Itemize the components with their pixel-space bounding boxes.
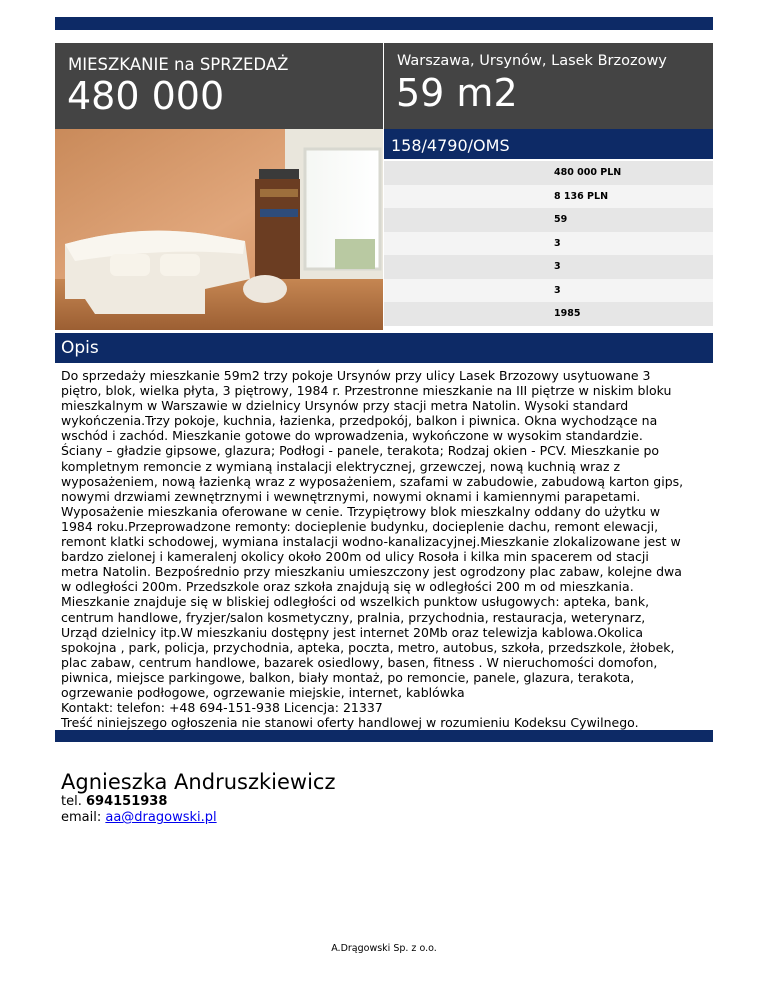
description-title: Opis [61,338,99,358]
detail-row-area [384,208,713,232]
detail-value: 8 136 PLN [554,190,609,202]
offer-price: 480 000 [67,74,225,118]
detail-value: 59 [554,214,568,225]
detail-row [384,279,713,303]
offer-type: MIESZKANIE na SPRZEDAŻ [68,55,289,74]
header-location-panel [384,43,713,129]
detail-row-year [384,302,713,326]
header-offer-panel [55,43,383,129]
detail-value: 3 [554,261,561,272]
footer-company: A.Drągowski Sp. z o.o. [331,943,437,954]
agent-email [61,810,217,825]
details-table [384,161,713,326]
detail-row-price-per-m2 [384,185,713,209]
phone-label: tel. [61,794,82,809]
detail-row-price [384,161,713,185]
offer-location: Warszawa, Ursynów, Lasek Brzozowy [397,53,667,69]
description-header [55,333,713,363]
apartment-photo [55,129,383,330]
phone-number: 694151938 [85,794,168,809]
detail-value: 480 000 PLN [554,167,622,178]
offer-reference-bar [384,129,713,159]
top-accent-bar [55,17,713,30]
detail-row [384,232,713,256]
detail-value: 3 [554,237,561,249]
email-link[interactable]: aa@dragowski.pl [105,810,217,825]
offer-reference: 158/4790/OMS [391,136,510,155]
agent-phone [61,794,167,809]
offer-area: 59 m2 [396,71,518,115]
email-label: email: [61,810,102,825]
bottom-accent-bar [55,730,713,742]
detail-row [384,255,713,279]
detail-value: 1985 [554,308,581,319]
detail-value: 3 [554,284,561,296]
agent-name: Agnieszka Andruszkiewicz [61,770,336,794]
description-text: Do sprzedaży mieszkanie 59m2 trzy pokoje Ursynów przy ulicy Lasek Brzozowy usytuowane 3 piętro, blok, wielka płyta, 3 piętrowy, 1984 r. Przestronne mieszkanie na III piętrze w niskim bloku mieszkalnym w Warszawie w dzielnicy Ursynów przy stacji metra Natolin. Wysoki standard wykończenia.Trzy pokoje, kuchnia, łazienka, przedpokój, balkon i piwnica. Okna wychodzące na wschód i zachód. Mieszkanie gotowe do wprowadzenia, wykończone w wysokim standardzie. Ściany – gładzie gipsowe, glazura; Podłogi - panele, terakota; Rodzaj okien - PCV. Mieszkanie po kompletnym remoncie z wymianą instalacji elektrycznej, grzewczej, nową kuchnią wraz z wyposażeniem, nową łazienką wraz z wyposażeniem, szafami w zabudowie, zabudową karton gips, nowymi drzwiami zewnętrznymi i wewnętrznymi, nowymi oknami i kamiennymi parapetami. Wyposażenie mieszkania oferowane w cenie. Trzypiętrowy blok mieszkalny oddany do użytku w 1984 roku.Przeprowadzone remonty: docieplenie budynku, docieplenie dachu, remont elewacji, remont klatki schodowej, wymiana instalacji wodno-kanalizacyjnej.Mieszkanie zlokalizowane jest w bardzo zielonej i kameralenj okolicy około 200m od ulicy Rosoła i kilka min spacerem od stacji metra Natolin. Bezpośrednio przy mieszkaniu umieszczony jest ogrodzony plac zabaw, kolejne dwa w odległości 200m. Przedszkole oraz szkoła znajdują się w odległości 200 m od mieszkania. Mieszkanie znajduje się w bliskiej odległości od wszelkich punktow usługowych: apteka, bank, centrum handlowe, fryzjer/salon kosmetyczny, pralnia, przychodnia, restauracja, weterynarz, Urząd dzielnicy itp.W mieszkaniu dostępny jest internet 20Mb oraz telewizja kablowa.Okolica spokojna , park, policja, przychodnia, apteka, poczta, metro, autobus, szkoła, przedszkole, żłobek, plac zabaw, centrum handlowe, bazarek osiedlowy, basen, fitness . W nieruchomości domofon, piwnica, miejsce parkingowe, balkon, biały montaż, po remoncie, panele, glazura, terakota, ogrzewanie podłogowe, ogrzewanie miejskie, internet, kablówka Kontakt: telefon: +48 694-151-938 Licencja: 21337 Treść niniejszego ogłoszenia nie stanowi oferty handlowej w rozumieniu Kodeksu Cywilnego. [61,368,684,731]
